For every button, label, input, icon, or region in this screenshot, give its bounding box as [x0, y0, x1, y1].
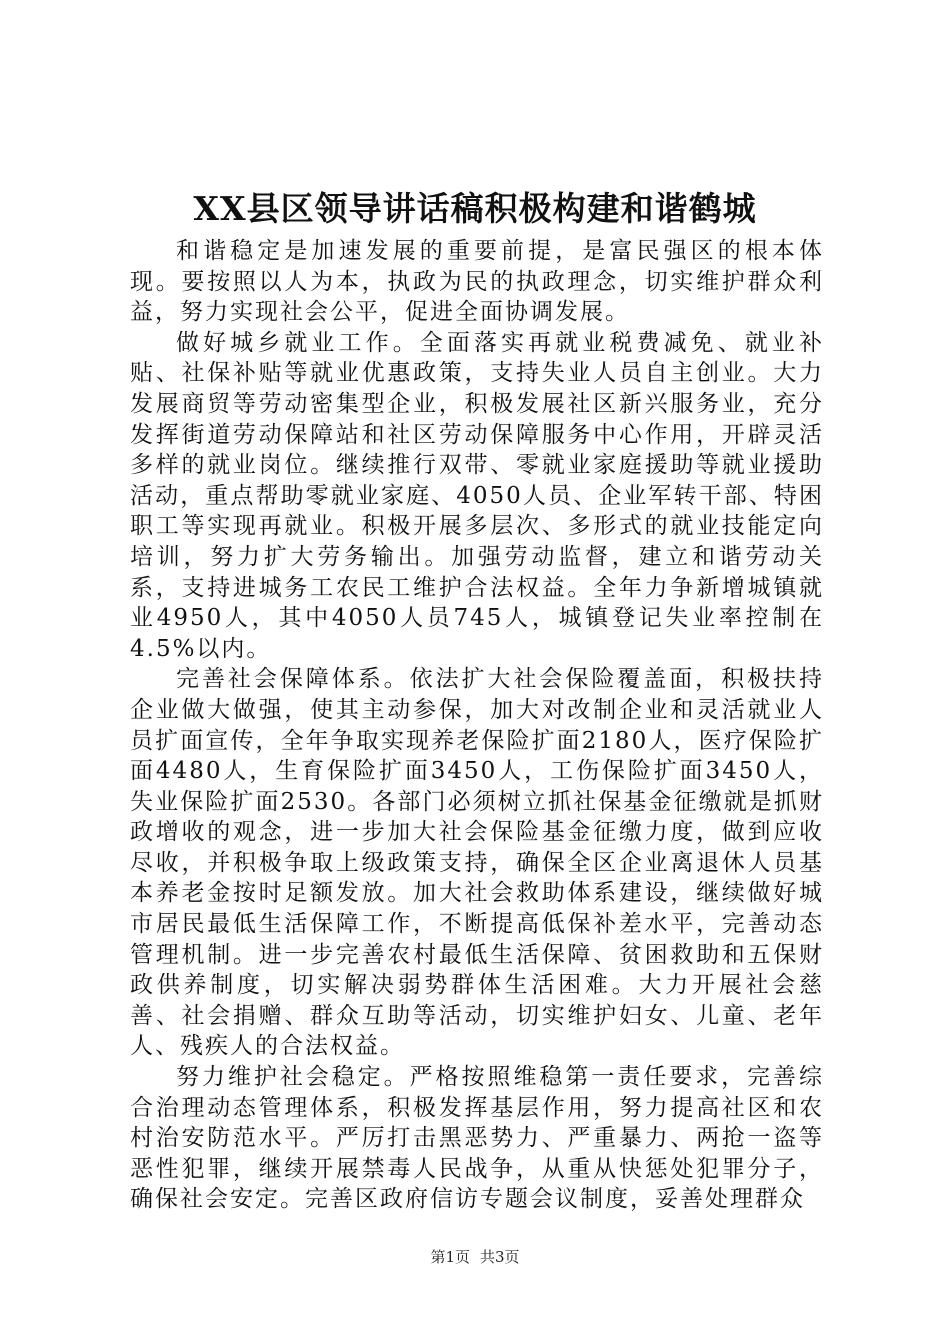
- page-footer: [0, 1247, 950, 1267]
- paragraph-social-security: 完善社会保障体系。依法扩大社会保险覆盖面，积极扶持企业做大做强，使其主动参保，加大对改制企业和灵活就业人员扩面宣传，全年争取实现养老保险扩面2180人，医疗保险扩面4480人，生育保险扩面3450人，工伤保险扩面3450人，失业保险扩面2530。各部门必须树立抓社保基金征缴就是抓财政增收的观念，进一步加大社会保险基金征缴力度，做到应收尽收，并积极争取上级政策支持，确保全区企业离退休人员基本养老金按时足额发放。加大社会救助体系建设，继续做好城市居民最低生活保障工作，不断提高低保补差水平，完善动态管理机制。进一步完善农村最低生活保障、贫困救助和五保财政供养制度，切实解决弱势群体生活困难。大力开展社会慈善、社会捐赠、群众互助等活动，切实维护妇女、儿童、老年人、残疾人的合法权益。: [130, 666, 824, 1060]
- page-number: 第1页: [430, 1248, 470, 1266]
- paragraph-employment: 做好城乡就业工作。全面落实再就业税费减免、就业补贴、社保补贴等就业优惠政策，支持失业人员自主创业。大力发展商贸等劳动密集型企业，积极发展社区新兴服务业，充分发挥街道劳动保障站和社区劳动保障服务中心作用，开辟灵活多样的就业岗位。继续推行双带、零就业家庭援助等就业援助活动，重点帮助零就业家庭、4050人员、企业军转干部、特困职工等实现再就业。积极开展多层次、多形式的就业技能定向培训，努力扩大劳务输出。加强劳动监督，建立和谐劳动关系，支持进城务工农民工维护合法权益。全年力争新增城镇就业4950人，其中4050人员745人，城镇登记失业率控制在4.5%以内。: [130, 329, 824, 662]
- page-total: 共3页: [480, 1248, 520, 1266]
- paragraph-intro: 和谐稳定是加速发展的重要前提，是富民强区的根本体现。要按照以人为本，执政为民的执政理念，切实维护群众利益，努力实现社会公平，促进全面协调发展。: [130, 238, 824, 326]
- paragraph-social-stability: 努力维护社会稳定。严格按照维稳第一责任要求，完善综合治理动态管理体系，积极发挥基层作用，努力提高社区和农村治安防范水平。严厉打击黑恶势力、严重暴力、两抢一盗等恶性犯罪，继续开展禁毒人民战争，从重从快惩处犯罪分子，确保社会安定。完善区政府信访专题会议制度，妥善处理群众: [130, 1064, 824, 1213]
- document-title: XX县区领导讲话稿积极构建和谐鹤城: [193, 189, 757, 228]
- document-body: [130, 236, 824, 1215]
